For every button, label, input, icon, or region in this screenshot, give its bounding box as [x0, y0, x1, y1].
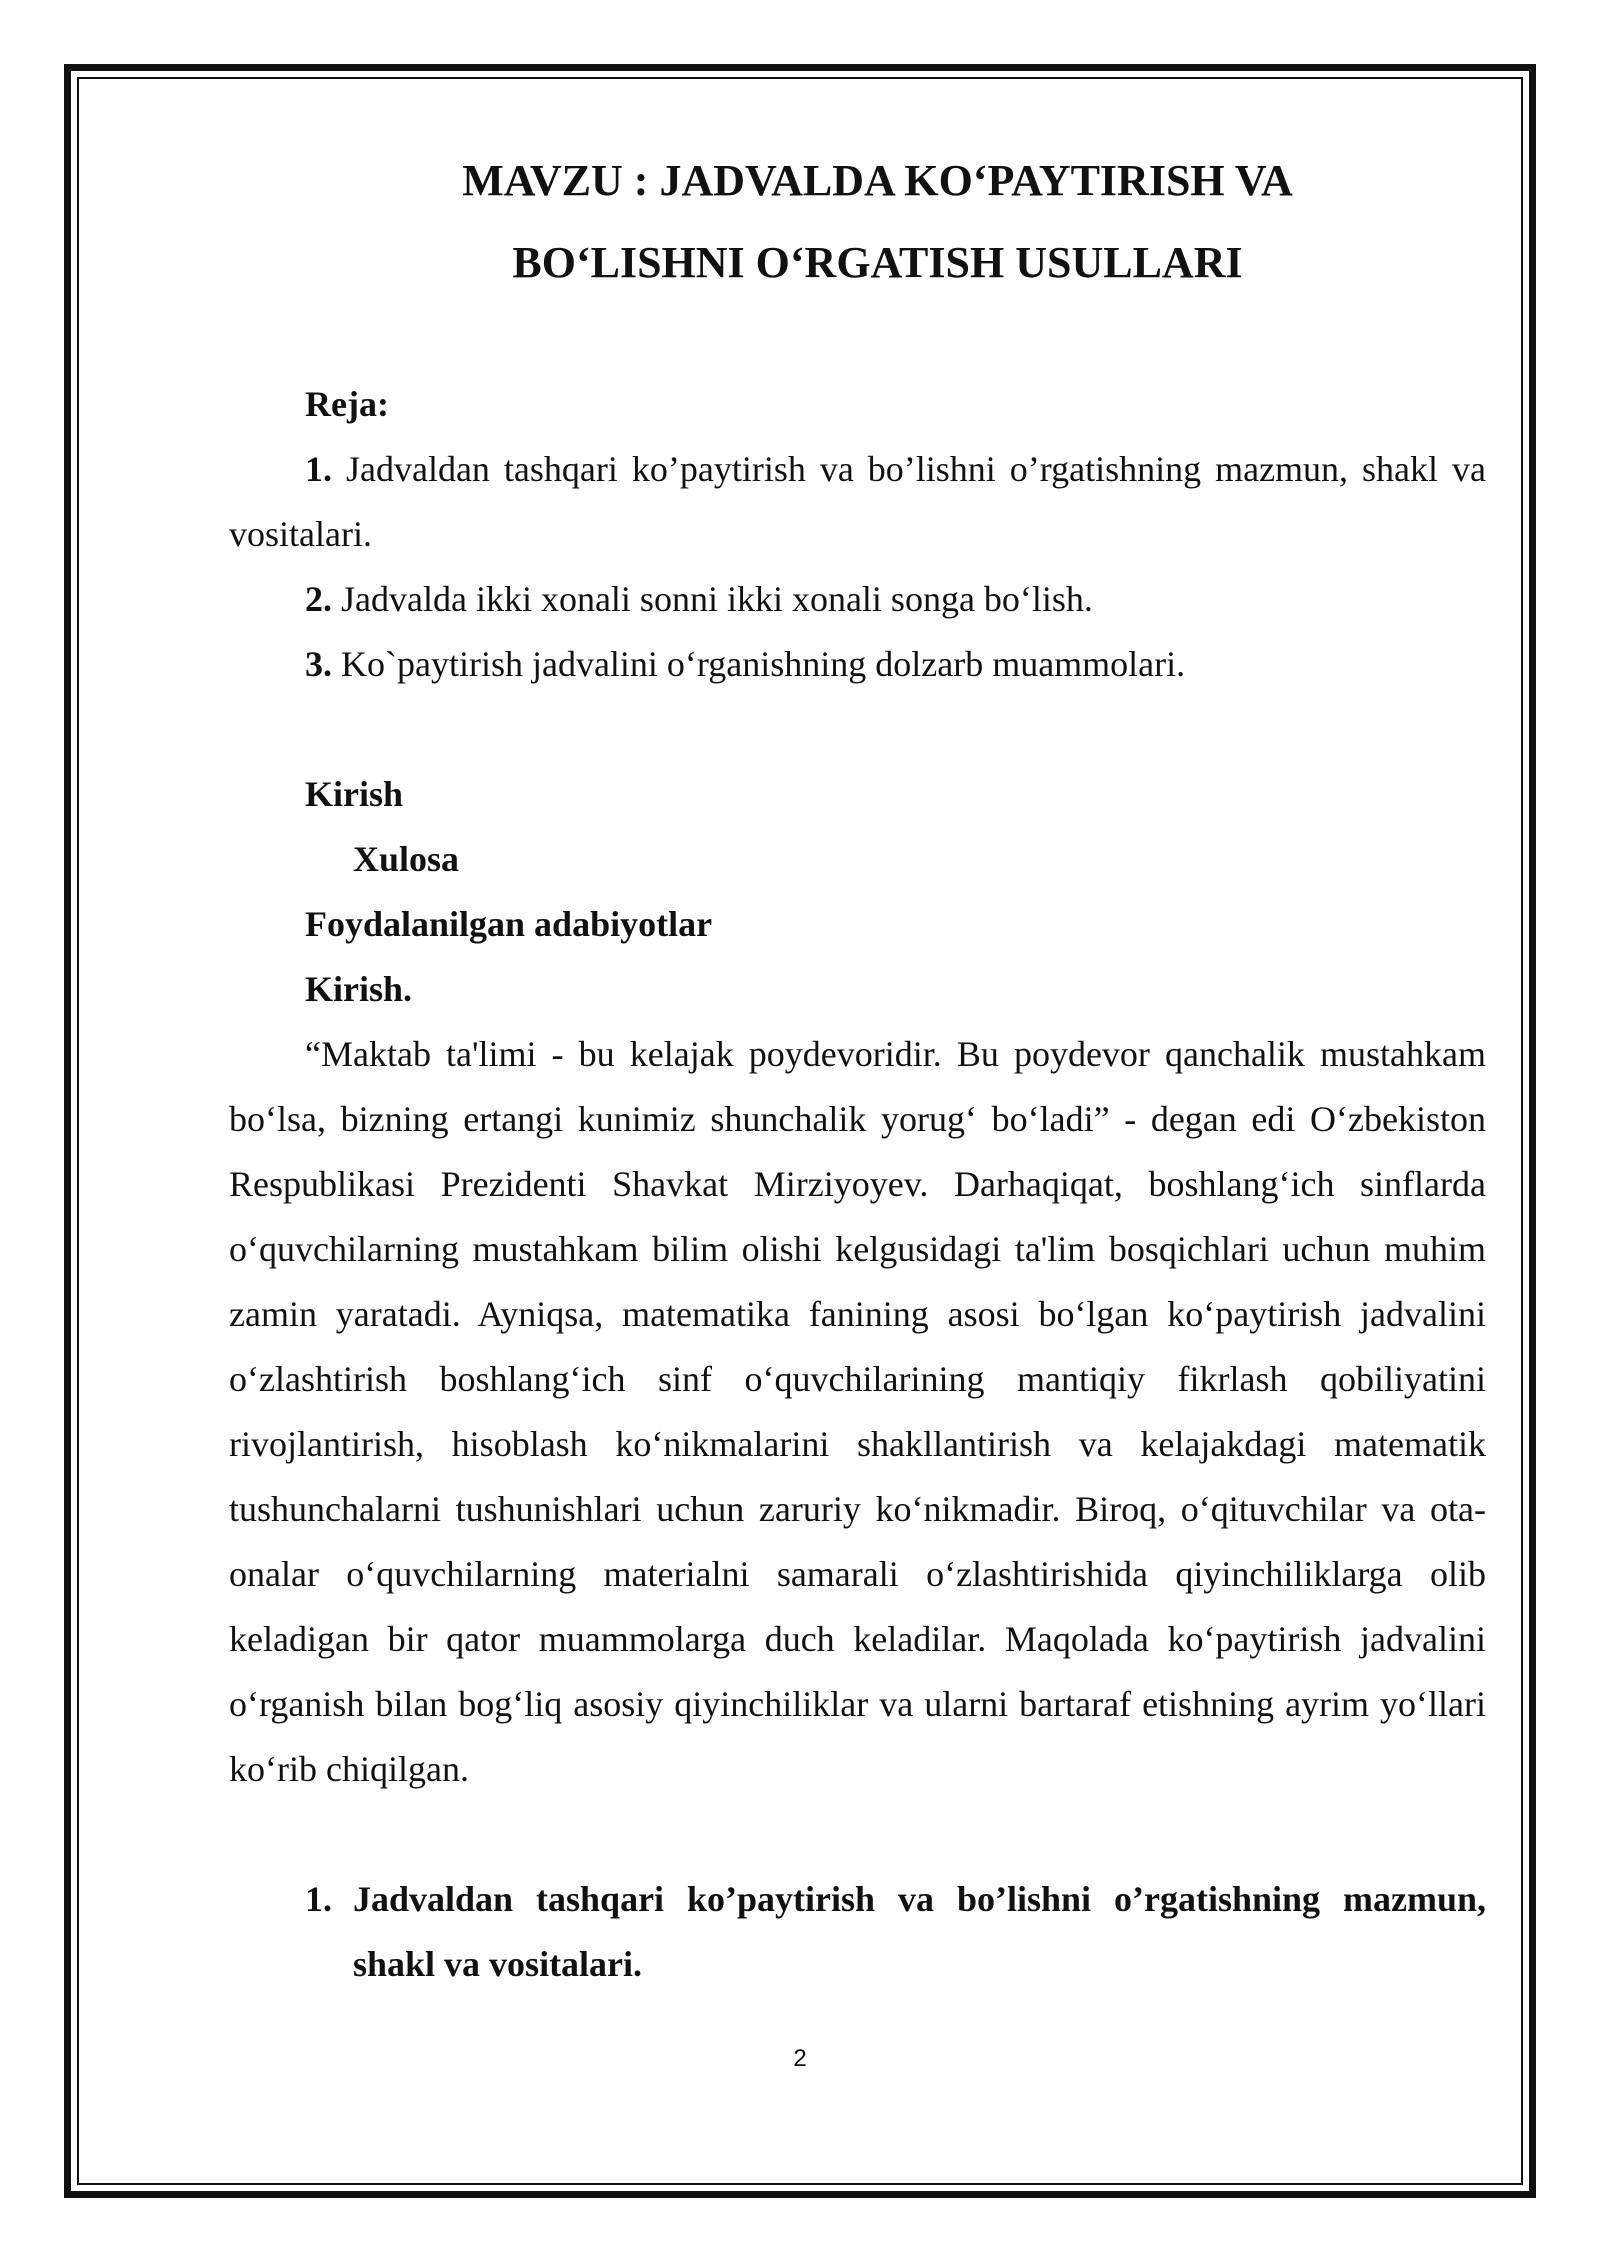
- plan-item-3-number: 3.: [305, 644, 332, 684]
- plan-item-1-text: Jadvaldan tashqari ko’paytirish va bo’lishni o’rgatishning mazmun, shakl va vositalari.: [229, 449, 1486, 554]
- plan-item-3: [229, 632, 1486, 697]
- plan-item-1: [229, 437, 1486, 567]
- outline-xulosa: Xulosa: [353, 839, 460, 879]
- intro-heading: Kirish.: [305, 969, 413, 1009]
- title-line-1: MAVZU : JADVALDA KO‘PAYTIRISH VA: [462, 156, 1293, 205]
- intro-paragraph: “Maktab ta'limi - bu kelajak poydevoridir. Bu poydevor qanchalik mustahkam bo‘lsa, bizning ertangi kunimiz shunchalik yorug‘ bo‘ladi” - degan edi O‘zbekiston Respublikasi Prezidenti Shavkat Mirziyoyev. Darhaqiqat, boshlang‘ich sinflarda o‘quvchilarning mustahkam bilim olishi kelgusidagi ta'lim bosqichlari uchun muhim zamin yaratadi. Ayniqsa, matematika fanining asosi bo‘lgan ko‘paytirish jadvalini o‘zlashtirish boshlang‘ich sinf o‘quvchilarining mantiqiy fikrlash qobiliyatini rivojlantirish, hisoblash ko‘nikmalarini shakllantirish va kelajakdagi matematik tushunchalarni tushunishlari uchun zaruriy ko‘nikmadir. Biroq, o‘qituvchilar va ota-onalar o‘quvchilarning materialni samarali o‘zlashtirishida qiyinchiliklarga olib keladigan bir qator muammolarga duch keladilar. Maqolada ko‘paytirish jadvalini o‘rganish bilan bog‘liq asosiy qiyinchiliklar va ularni bartaraf etishning ayrim yo‘llari ko‘rib chiqilgan.: [229, 1034, 1486, 1789]
- document-body: [229, 140, 1486, 1997]
- plan-item-2: [229, 567, 1486, 632]
- spacer: [229, 1802, 1486, 1867]
- outline-adabiyotlar: Foydalanilgan adabiyotlar: [305, 904, 713, 944]
- section-1-number: 1.: [305, 1879, 332, 1919]
- spacer: [229, 697, 1486, 762]
- title-line-2: BO‘LISHNI O‘RGATISH USULLARI: [512, 238, 1243, 287]
- page-number: 2: [793, 2045, 807, 2072]
- plan-item-1-number: 1.: [305, 449, 332, 489]
- spacer: [229, 304, 1486, 372]
- plan-heading: Reja:: [305, 384, 389, 424]
- plan-item-3-text: Ko`paytirish jadvalini o‘rganishning dolzarb muammolari.: [332, 644, 1186, 684]
- plan-item-2-text: Jadvalda ikki xonali sonni ikki xonali songa bo‘lish.: [332, 579, 1093, 619]
- outline-kirish: Kirish: [305, 774, 404, 814]
- section-1-heading: [229, 1867, 1486, 1997]
- plan-item-2-number: 2.: [305, 579, 332, 619]
- section-1-text: Jadvaldan tashqari ko’paytirish va bo’lishni o’rgatishning mazmun, shakl va vositalari.: [353, 1879, 1486, 1984]
